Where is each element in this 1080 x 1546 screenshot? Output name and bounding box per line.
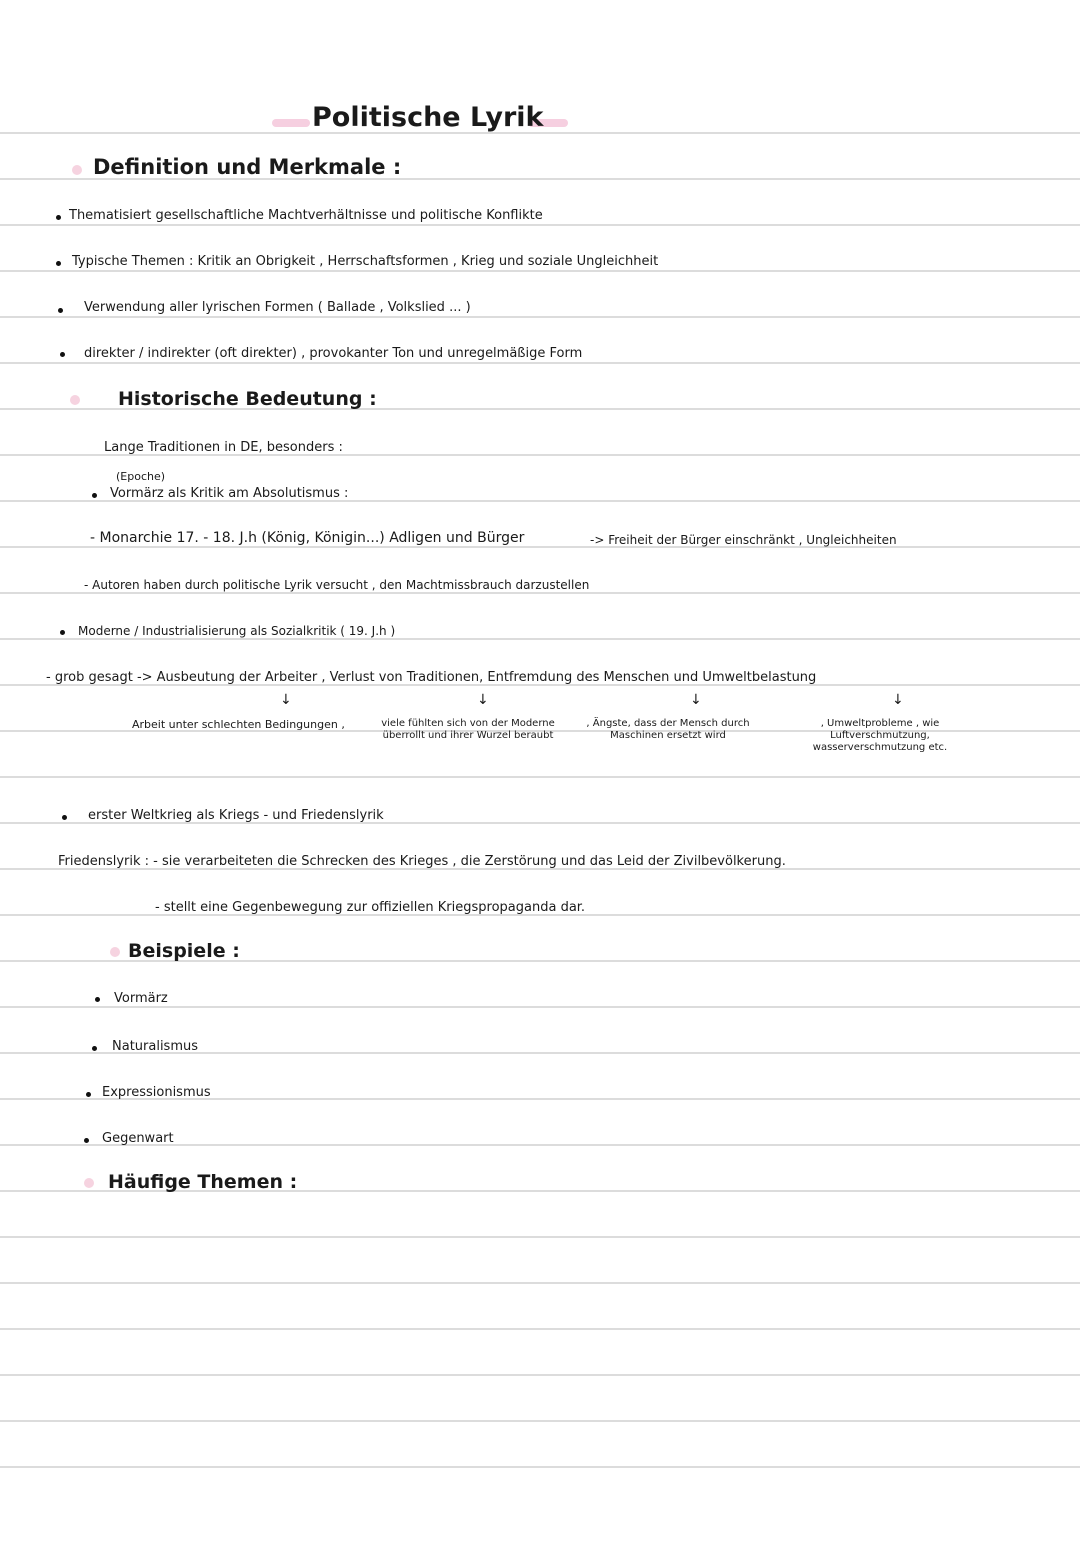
example-item: Naturalismus bbox=[112, 1039, 199, 1054]
text-line: erster Weltkrieg als Kriegs - und Friedenslyrik bbox=[88, 808, 384, 823]
text-line: Friedenslyrik : - sie verarbeiteten die Schrecken des Krieges , die Zerstörung und das Leid der Zivilbevölkerung. bbox=[58, 854, 786, 869]
ruled-line bbox=[0, 362, 1080, 364]
ruled-line bbox=[0, 316, 1080, 318]
example-item: Expressionismus bbox=[102, 1085, 211, 1100]
bullet bbox=[95, 997, 100, 1002]
text-line: - stellt eine Gegenbewegung zur offiziellen Kriegspropaganda dar. bbox=[155, 900, 586, 915]
ruled-line bbox=[0, 776, 1080, 778]
arrow-down-icon: ↓ bbox=[690, 692, 702, 708]
ruled-line bbox=[0, 1374, 1080, 1376]
heading-themen: Häufige Themen : bbox=[108, 1171, 298, 1193]
heading-dot bbox=[84, 1178, 94, 1188]
heading-historisch: Historische Bedeutung : bbox=[118, 388, 377, 410]
ruled-line bbox=[0, 1328, 1080, 1330]
explanation: Arbeit unter schlechten Bedingungen , bbox=[132, 718, 345, 731]
example-item: Vormärz bbox=[114, 991, 168, 1006]
bullet bbox=[56, 261, 61, 266]
heading-dot bbox=[70, 395, 80, 405]
ruled-line bbox=[0, 1282, 1080, 1284]
ruled-line bbox=[0, 270, 1080, 272]
text-line: - Monarchie 17. - 18. J.h (König, Königin...) Adligen und Bürger bbox=[90, 530, 525, 546]
text-line: - Autoren haben durch politische Lyrik versucht , den Machtmissbrauch darzustellen bbox=[84, 578, 590, 592]
explanation: viele fühlten sich von der Moderne überrollt und ihrer Wurzel beraubt bbox=[381, 718, 555, 741]
arrow-down-icon: ↓ bbox=[892, 692, 904, 708]
ruled-line bbox=[0, 224, 1080, 226]
ruled-line bbox=[0, 546, 1080, 548]
explanation: , Umweltprobleme , wie Luftverschmutzung, wasserverschmutzung etc. bbox=[812, 718, 948, 753]
definition-bullet: Verwendung aller lyrischen Formen ( Ballade , Volkslied ... ) bbox=[84, 300, 471, 315]
text-line: Moderne / Industrialisierung als Sozialkritik ( 19. J.h ) bbox=[78, 624, 396, 638]
text-line: Vormärz als Kritik am Absolutismus : bbox=[110, 486, 349, 501]
definition-bullet: direkter / indirekter (oft direkter) , provokanter Ton und unregelmäßige Form bbox=[84, 346, 583, 361]
heading-definition: Definition und Merkmale : bbox=[93, 155, 402, 179]
bullet bbox=[60, 630, 65, 635]
ruled-line bbox=[0, 592, 1080, 594]
ruled-line bbox=[0, 638, 1080, 640]
bullet bbox=[86, 1092, 91, 1097]
bullet bbox=[58, 308, 63, 313]
text-line: Lange Traditionen in DE, besonders : bbox=[104, 440, 343, 455]
ruled-line bbox=[0, 1466, 1080, 1468]
ruled-line bbox=[0, 1236, 1080, 1238]
arrow-down-icon: ↓ bbox=[477, 692, 489, 708]
heading-dot bbox=[72, 165, 82, 175]
bullet bbox=[62, 815, 67, 820]
ruled-line bbox=[0, 1420, 1080, 1422]
example-item: Gegenwart bbox=[102, 1131, 174, 1146]
text-line: -> Freiheit der Bürger einschränkt , Ungleichheiten bbox=[590, 533, 897, 547]
ruled-line bbox=[0, 1006, 1080, 1008]
explanation: , Ängste, dass der Mensch durch Maschinen ersetzt wird bbox=[586, 718, 750, 741]
definition-bullet: Typische Themen : Kritik an Obrigkeit , Herrschaftsformen , Krieg und soziale Ungleichheit bbox=[72, 254, 659, 269]
note: (Epoche) bbox=[116, 470, 166, 483]
bullet bbox=[92, 1046, 97, 1051]
heading-dot bbox=[110, 947, 120, 957]
bullet bbox=[84, 1138, 89, 1143]
title-highlight-left bbox=[272, 119, 310, 127]
bullet bbox=[56, 215, 61, 220]
arrow-down-icon: ↓ bbox=[280, 692, 292, 708]
bullet bbox=[60, 352, 65, 357]
text-line: - grob gesagt -> Ausbeutung der Arbeiter , Verlust von Traditionen, Entfremdung des Menschen und Umweltbelastung bbox=[46, 670, 817, 685]
heading-beispiele: Beispiele : bbox=[128, 940, 240, 962]
definition-bullet: Thematisiert gesellschaftliche Machtverhältnisse und politische Konflikte bbox=[69, 208, 543, 223]
bullet bbox=[92, 493, 97, 498]
page-title: Politische Lyrik bbox=[312, 102, 544, 133]
